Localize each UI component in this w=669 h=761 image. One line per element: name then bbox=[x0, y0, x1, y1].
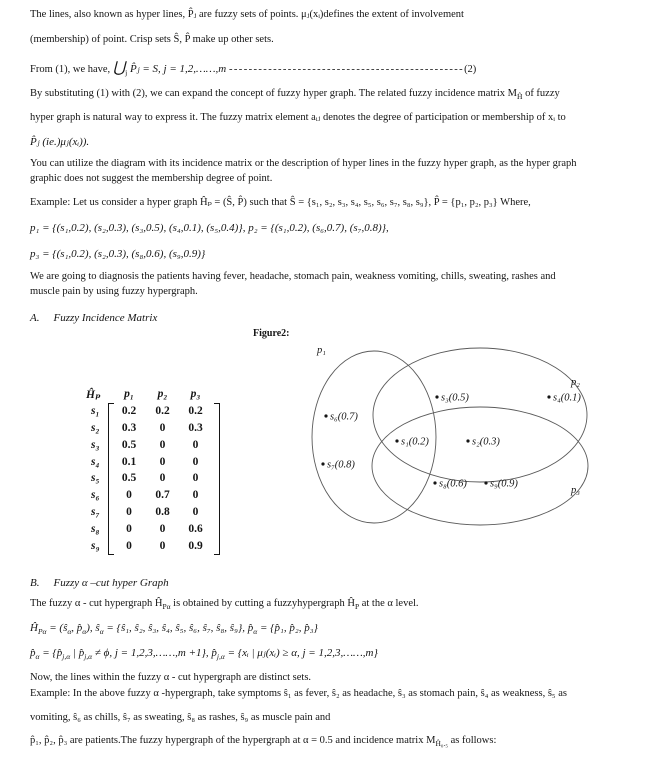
matrix-left-bracket bbox=[108, 403, 114, 555]
matrix-row-header-5: s₅ bbox=[91, 472, 100, 485]
matrix-value-r3-c1: 0.5 bbox=[121, 438, 137, 451]
matrix-value-r5-c1: 0.5 bbox=[121, 472, 137, 485]
point-dot-2 bbox=[435, 395, 438, 398]
alpha-cut-equation-2: $p̂_\alpha$ = {$p̂_{j,\alpha}$ | $p̂_{j,\alpha} \ne \phi$, j = 1,2,3,……,m +1}, $p̂_{j,\alpha}$ = {xᵢ | μⱼ(xᵢ) ≥ α, j = 1,2,3,……,m} bbox=[30, 647, 378, 662]
matrix-value-r4-c2: 0 bbox=[159, 455, 166, 468]
point-label-3: s₄(0.1) bbox=[553, 392, 581, 404]
matrix-row-header-9: s₉ bbox=[91, 539, 100, 552]
matrix-row-header-8: s₈ bbox=[91, 522, 100, 535]
point-dot-3 bbox=[547, 395, 550, 398]
eq2-prefix: From (1), we have, bbox=[30, 64, 113, 75]
body-line-7: You can utilize the diagram with its incidence matrix or the description of hyper lines in the fuzzy hyper graph, as the hyper graph bbox=[30, 158, 577, 169]
symptoms-example-line-1: Example: In the above fuzzy α -hypergraph, take symptoms ŝ₁ as fever, ŝ₂ as headache, ŝ₃ as stomach pain, ŝ₄ as weakness, ŝ₅ as bbox=[30, 688, 567, 699]
ellipse-label-2: p₂ bbox=[571, 377, 580, 388]
point-label-4: s₁(0.2) bbox=[401, 436, 429, 448]
ellipse-label-3: p₃ bbox=[571, 485, 580, 496]
incidence-matrix bbox=[86, 386, 246, 558]
matrix-row-header-6: s₆ bbox=[91, 489, 100, 502]
matrix-right-bracket bbox=[214, 403, 220, 555]
hyperline-ellipse-p2 bbox=[373, 348, 587, 482]
matrix-value-r4-c3: 0 bbox=[192, 455, 199, 468]
point-dot-4 bbox=[395, 439, 398, 442]
matrix-value-r8-c3: 0.6 bbox=[188, 522, 203, 535]
section-b-title: Fuzzy α –cut hyper Graph bbox=[53, 577, 169, 589]
figure-caption: Figure2: bbox=[253, 328, 290, 339]
alpha-cut-line-1: The fuzzy α - cut hypergraph $Ĥ_{P\alpha}$ is obtained by cutting a fuzzyhypergraph $Ĥ_P$ at the α level. bbox=[30, 598, 419, 612]
matrix-value-r4-c1: 0.1 bbox=[121, 455, 137, 468]
example-definition-line: Example: Let us consider a hyper graph Ĥₚ = (Ŝ, P̂) such that Ŝ = {s₁, s₂, s₃, s₄, s₅, s₆, s₇, s₈, s₉}, P̂ = {p₁, p₂, p₃} Where, bbox=[30, 197, 531, 208]
alpha-cut-equation-1: $Ĥ_{P\alpha}$ = ($ŝ_\alpha$, $p̂_\alpha$), $ŝ_\alpha$ = {ŝ₁, ŝ₂, ŝ₃, ŝ₄, ŝ₅, ŝ₆, ŝ₇, ŝ₈, ŝ₉}, $p̂_\alpha$ = {p̂₁, p̂₂, p̂₃} bbox=[30, 622, 318, 637]
matrix-corner-symbol: Ĥₚ bbox=[86, 389, 101, 402]
p3-definition-line: p₃ = {(s₁,0.2), (s₂,0.3), (s₈,0.6), (s₉,0.9)} bbox=[30, 248, 206, 260]
section-b-label: B. bbox=[30, 577, 40, 589]
matrix-value-r9-c1: 0 bbox=[126, 539, 132, 552]
section-b-heading bbox=[30, 577, 169, 589]
union-subscript: j bbox=[125, 68, 128, 78]
point-label-1: s₆(0.7) bbox=[330, 411, 358, 423]
section-a-title: Fuzzy Incidence Matrix bbox=[53, 312, 158, 324]
body-line-4: By substituting (1) with (2), we can expand the concept of fuzzy hyper graph. The related fuzzy incidence matrix $M_Ĥ$ of fuzzy bbox=[30, 88, 560, 102]
point-dot-6 bbox=[321, 462, 324, 465]
body-line-12: We are going to diagnosis the patients having fever, headache, stomach pain, weakness vomiting, chills, sweating, rashes and bbox=[30, 271, 556, 282]
matrix-value-r7-c3: 0 bbox=[192, 505, 199, 518]
point-dot-7 bbox=[433, 481, 436, 484]
body-line-6: P̂ⱼ (ie.)μⱼ(xᵢ)). bbox=[30, 136, 90, 148]
union-symbol: ⋃ bbox=[112, 60, 126, 76]
matrix-value-r7-c1: 0 bbox=[126, 505, 132, 518]
venn-diagram-svg bbox=[295, 338, 595, 595]
point-dot-5 bbox=[466, 439, 469, 442]
point-dot-1 bbox=[324, 414, 327, 417]
matrix-value-r7-c2: 0.8 bbox=[155, 505, 170, 518]
matrix-value-r3-c3: 0 bbox=[192, 438, 199, 451]
matrix-col-header-3: p₃ bbox=[190, 388, 201, 401]
point-label-8: s₉(0.9) bbox=[490, 478, 518, 490]
matrix-value-r9-c3: 0.9 bbox=[188, 539, 203, 552]
eq2-body: P̂ⱼ = S, j = 1,2,……,m bbox=[127, 63, 230, 75]
matrix-row-header-1: s₁ bbox=[91, 405, 100, 418]
point-label-5: s₂(0.3) bbox=[472, 436, 500, 448]
matrix-col-header-1: p₁ bbox=[124, 388, 134, 401]
body-line-5: hyper graph is natural way to express it. The fuzzy matrix element aᵢⱼ denotes the degree of participation or membership of xᵢ to bbox=[30, 112, 566, 123]
matrix-value-r6-c3: 0 bbox=[192, 489, 199, 502]
point-label-2: s₃(0.5) bbox=[441, 392, 469, 404]
matrix-value-r2-c3: 0.3 bbox=[188, 421, 203, 434]
body-line-8: graphic does not suggest the membership degree of point. bbox=[30, 173, 273, 184]
matrix-row-header-4: s₄ bbox=[91, 455, 100, 468]
section-a-label: A. bbox=[30, 312, 40, 324]
point-label-7: s₈(0.6) bbox=[439, 478, 467, 490]
ellipse-label-1: p₁ bbox=[317, 345, 326, 356]
matrix-value-r2-c1: 0.3 bbox=[121, 421, 137, 434]
patients-conclusion-line: p̂₁, p̂₂, p̂₃ are patients.The fuzzy hypergraph of the hypergraph at α = 0.5 and incidence matrix $M_{Ĥ_0._5}$ as follows: bbox=[30, 735, 497, 749]
equation-2 bbox=[30, 58, 476, 77]
matrix-value-r3-c2: 0 bbox=[159, 438, 166, 451]
matrix-value-r1-c1: 0.2 bbox=[121, 405, 137, 418]
body-line-13: muscle pain by using fuzzy hypergraph. bbox=[30, 286, 198, 297]
matrix-row-header-3: s₃ bbox=[91, 438, 100, 451]
matrix-value-r1-c3: 0.2 bbox=[188, 405, 203, 418]
symptoms-example-line-2: vomiting, ŝ₆ as chills, ŝ₇ as sweating, ŝ₈ as rashes, ŝ₉ as muscle pain and bbox=[30, 712, 331, 723]
section-a-heading bbox=[30, 312, 157, 324]
matrix-value-r9-c2: 0 bbox=[159, 539, 166, 552]
matrix-row-header-2: s₂ bbox=[91, 421, 100, 434]
matrix-value-r5-c3: 0 bbox=[192, 472, 199, 485]
point-dot-8 bbox=[484, 481, 487, 484]
matrix-value-r6-c2: 0.7 bbox=[155, 489, 170, 502]
eq2-number: (2) bbox=[464, 64, 477, 75]
p1-p2-definition-line: p₁ = {(s₁,0.2), (s₂,0.3), (s₃,0.5), (s₄,0.1), (s₅,0.4)}, p₂ = {(s₁,0.2), (s₆,0.7), (s₇,0.8)}, bbox=[30, 222, 389, 234]
body-line-2: (membership) of point. Crisp sets Ŝ, P̂ make up other sets. bbox=[30, 34, 274, 45]
matrix-value-r8-c2: 0 bbox=[159, 522, 166, 535]
eq2-dashes: ------------------------------------------------ bbox=[229, 64, 465, 75]
point-label-6: s₇(0.8) bbox=[327, 459, 355, 471]
matrix-row-header-7: s₇ bbox=[91, 505, 100, 518]
matrix-value-r6-c1: 0 bbox=[126, 489, 132, 502]
matrix-col-header-2: p₂ bbox=[157, 388, 168, 401]
matrix-value-r5-c2: 0 bbox=[159, 472, 166, 485]
matrix-value-r2-c2: 0 bbox=[159, 421, 166, 434]
hyperline-ellipse-p3 bbox=[372, 407, 588, 525]
body-line-1: The lines, also known as hyper lines, P̂ⱼ are fuzzy sets of points. μⱼ(xᵢ)defines the extent of involvement bbox=[30, 9, 464, 20]
alpha-cut-line-4: Now, the lines within the fuzzy α - cut hypergraph are distinct sets. bbox=[30, 672, 312, 683]
matrix-value-r1-c2: 0.2 bbox=[155, 405, 170, 418]
matrix-value-r8-c1: 0 bbox=[126, 522, 132, 535]
